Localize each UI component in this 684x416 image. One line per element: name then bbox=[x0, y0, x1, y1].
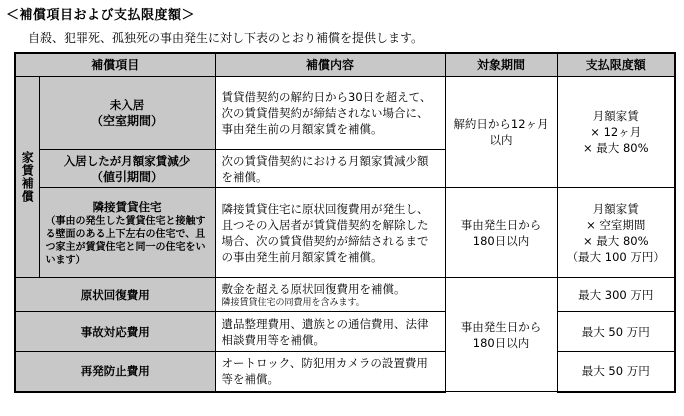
header-item: 補償項目 bbox=[15, 53, 215, 77]
coverage-table bbox=[14, 52, 676, 393]
table-row bbox=[15, 312, 675, 352]
limit-cell bbox=[557, 77, 675, 188]
item-detail: （事由の発生した賃貸住宅と接触する壁面のある上下左右の住宅で、且つ家主が賃貸住宅と同一の住宅をいいます） bbox=[45, 215, 206, 266]
item-label: 隣接賃貸住宅 bbox=[92, 199, 162, 214]
content-cell: 遺品整理費用、遺族との通信費用、法律相談費用等を補償。 bbox=[215, 312, 445, 352]
item-cell: 再発防止費用 bbox=[15, 352, 215, 392]
item-label: 未入居 bbox=[109, 98, 145, 112]
limit-line: × 空室期間 bbox=[586, 217, 646, 232]
item-sublabel: （空室期間） bbox=[91, 114, 164, 128]
content-note: 隣接賃貸住宅の同費用を含みます。 bbox=[221, 297, 365, 308]
limit-cell: 最大 50 万円 bbox=[557, 352, 675, 392]
item-cell bbox=[39, 188, 215, 278]
content-text: 敷金を超える原状回復費用を補償。 bbox=[221, 281, 406, 296]
content-cell: オートロック、防犯用カメラの設置費用等を補償。 bbox=[215, 352, 445, 392]
table-row bbox=[15, 278, 675, 312]
header-content: 補償内容 bbox=[215, 53, 445, 77]
limit-cell: 最大 50 万円 bbox=[557, 312, 675, 352]
table-row bbox=[15, 77, 675, 150]
period-cell: 解約日から12ヶ月以内 bbox=[445, 77, 557, 188]
item-label: 入居したが月額家賃減少 bbox=[63, 153, 191, 168]
item-cell: 事故対応費用 bbox=[15, 312, 215, 352]
table-row bbox=[15, 188, 675, 278]
intro-text: 自殺、犯罪死、孤独死の事由発生に対し下表のとおり補償を提供します。 bbox=[28, 31, 424, 45]
limit-line: × 最大 80% bbox=[583, 141, 649, 155]
limit-line: × 最大 80% bbox=[583, 233, 649, 248]
limit-line: 月額家賃 bbox=[592, 109, 639, 123]
content-cell: 次の賃貸借契約における月額家賃減少額を補償。 bbox=[215, 150, 445, 188]
item-sublabel: （値引期間） bbox=[91, 169, 164, 184]
period-cell: 事由発生日から180日以内 bbox=[445, 188, 557, 278]
limit-cell: 最大 300 万円 bbox=[557, 278, 675, 312]
table-row bbox=[15, 352, 675, 392]
header-limit: 支払限度額 bbox=[557, 53, 675, 77]
item-cell: 原状回復費用 bbox=[15, 278, 215, 312]
limit-line: （最大 100 万円） bbox=[566, 249, 665, 264]
table-header-row bbox=[15, 53, 675, 77]
header-period: 対象期間 bbox=[445, 53, 557, 77]
category-label: 家賃補償 bbox=[20, 151, 35, 203]
item-cell bbox=[39, 77, 215, 150]
section-heading: ＜補償項目および支払限度額＞ bbox=[6, 8, 196, 23]
limit-cell bbox=[557, 188, 675, 278]
item-cell bbox=[39, 150, 215, 188]
content-cell: 賃貸借契約の解約日から30日を超えて、次の賃貸借契約が締結されない場合に、事由発生前の月額家賃を補償。 bbox=[215, 77, 445, 150]
content-cell: 隣接賃貸住宅に原状回復費用が発生し、且つその入居者が賃貸借契約を解除した場合、次の賃貸借契約が締結されるまでの事由発生前月額家賃を補償。 bbox=[215, 188, 445, 278]
content-cell bbox=[215, 278, 445, 312]
limit-line: 月額家賃 bbox=[592, 201, 639, 216]
limit-line: × 12ヶ月 bbox=[590, 125, 642, 139]
period-cell: 事由発生日から180日以内 bbox=[445, 278, 557, 392]
category-cell bbox=[15, 77, 39, 278]
